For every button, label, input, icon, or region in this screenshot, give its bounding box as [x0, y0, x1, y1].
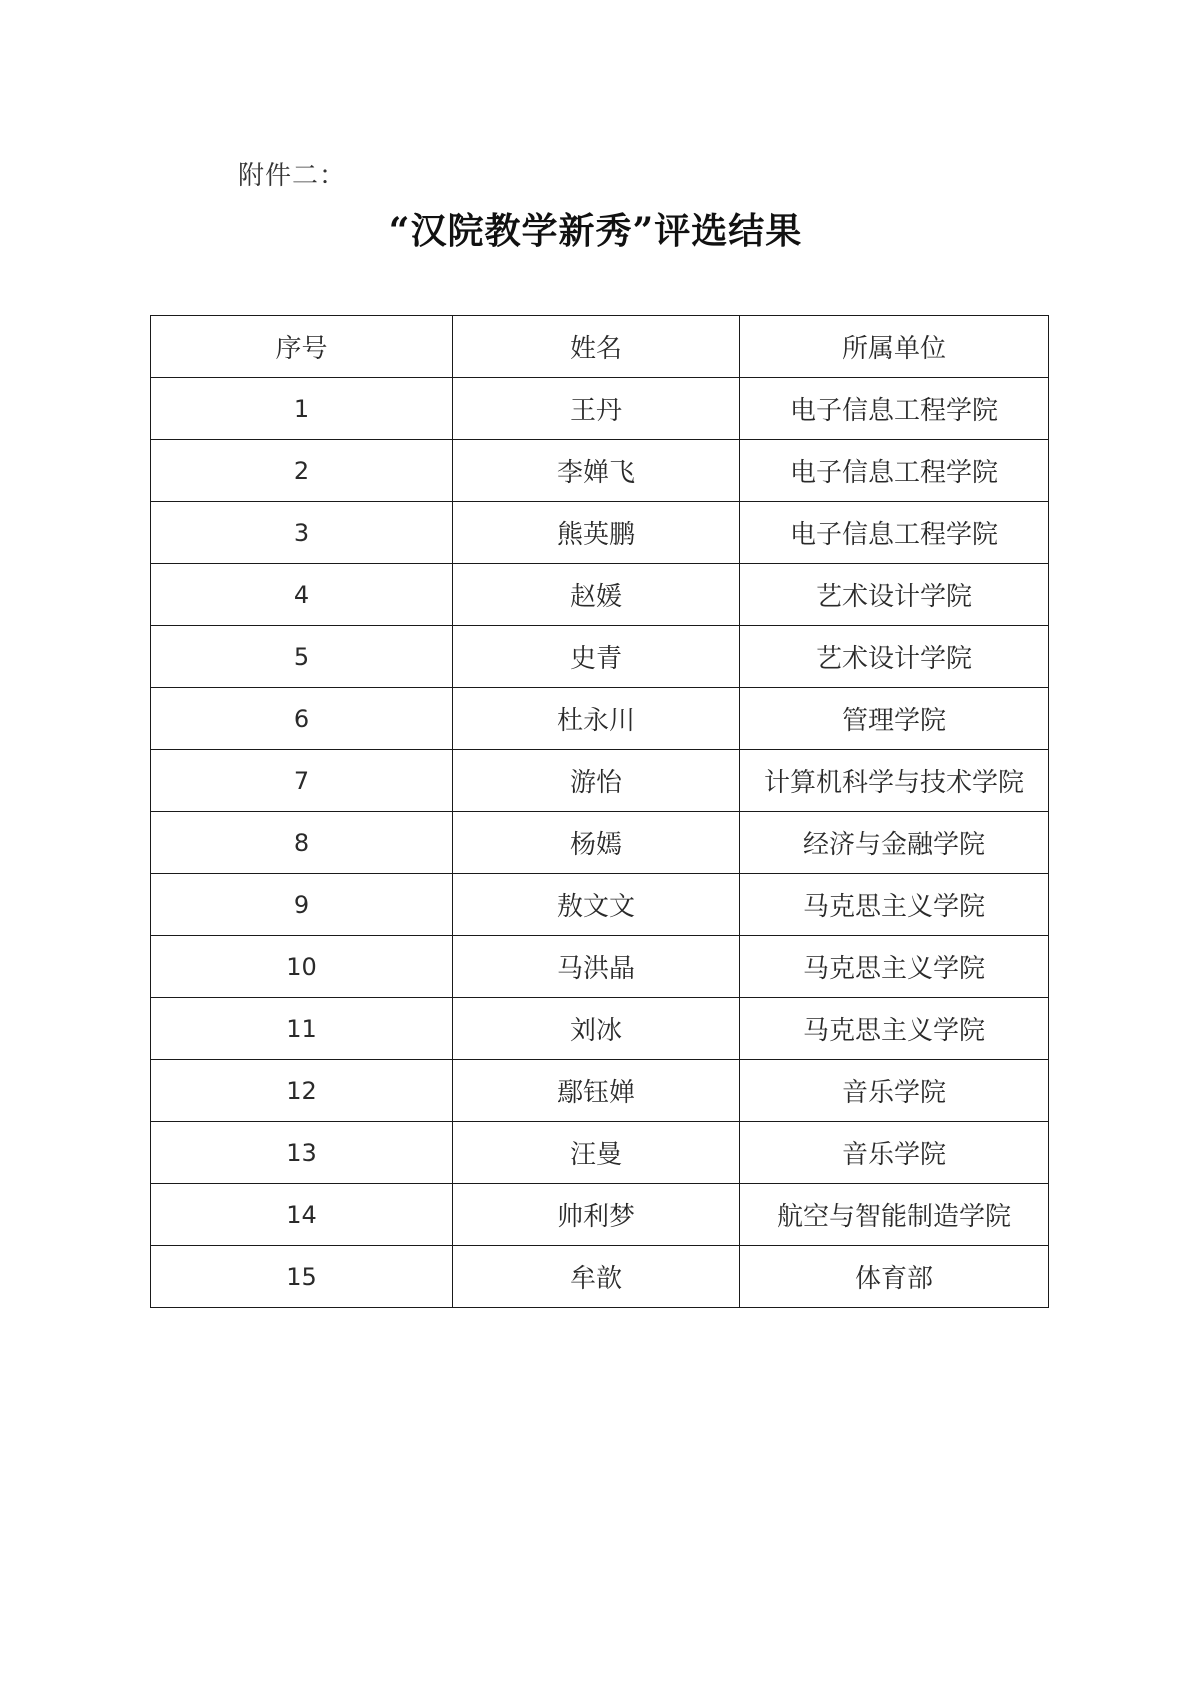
cell-department: 航空与智能制造学院: [740, 1184, 1049, 1246]
table-row: [151, 1246, 1049, 1308]
cell-serial-number: 1: [151, 378, 453, 440]
cell-department: 马克思主义学院: [740, 998, 1049, 1060]
cell-serial-number: 9: [151, 874, 453, 936]
cell-department: 体育部: [740, 1246, 1049, 1308]
cell-serial-number: 5: [151, 626, 453, 688]
cell-name: 赵媛: [453, 564, 740, 626]
table-header-row: [151, 316, 1049, 378]
cell-department: 电子信息工程学院: [740, 502, 1049, 564]
table-row: [151, 1184, 1049, 1246]
cell-name: 牟歆: [453, 1246, 740, 1308]
cell-serial-number: 11: [151, 998, 453, 1060]
cell-serial-number: 7: [151, 750, 453, 812]
table-row: [151, 936, 1049, 998]
table-row: [151, 1122, 1049, 1184]
cell-name: 杨嫣: [453, 812, 740, 874]
cell-name: 刘冰: [453, 998, 740, 1060]
table-row: [151, 750, 1049, 812]
table-row: [151, 440, 1049, 502]
cell-name: 游怡: [453, 750, 740, 812]
table-row: [151, 998, 1049, 1060]
cell-department: 艺术设计学院: [740, 626, 1049, 688]
cell-name: 帅利梦: [453, 1184, 740, 1246]
table-row: [151, 564, 1049, 626]
header-name: 姓名: [453, 316, 740, 378]
cell-name: 王丹: [453, 378, 740, 440]
table-body: [151, 378, 1049, 1308]
document-title: “汉院教学新秀”评选结果: [388, 210, 803, 252]
cell-department: 电子信息工程学院: [740, 378, 1049, 440]
cell-name: 鄢钰婵: [453, 1060, 740, 1122]
cell-department: 艺术设计学院: [740, 564, 1049, 626]
table-row: [151, 1060, 1049, 1122]
cell-serial-number: 4: [151, 564, 453, 626]
header-serial-number: 序号: [151, 316, 453, 378]
cell-name: 杜永川: [453, 688, 740, 750]
header-department: 所属单位: [740, 316, 1049, 378]
cell-name: 汪曼: [453, 1122, 740, 1184]
cell-name: 熊英鹏: [453, 502, 740, 564]
attachment-label: 附件二：: [238, 161, 347, 191]
cell-serial-number: 2: [151, 440, 453, 502]
cell-serial-number: 15: [151, 1246, 453, 1308]
cell-serial-number: 3: [151, 502, 453, 564]
table-row: [151, 626, 1049, 688]
cell-serial-number: 14: [151, 1184, 453, 1246]
table-row: [151, 874, 1049, 936]
cell-name: 敖文文: [453, 874, 740, 936]
table-row: [151, 378, 1049, 440]
cell-name: 李婵飞: [453, 440, 740, 502]
cell-name: 史青: [453, 626, 740, 688]
cell-serial-number: 8: [151, 812, 453, 874]
cell-department: 音乐学院: [740, 1060, 1049, 1122]
cell-serial-number: 13: [151, 1122, 453, 1184]
results-table: [150, 315, 1049, 1308]
cell-department: 计算机科学与技术学院: [740, 750, 1049, 812]
cell-department: 音乐学院: [740, 1122, 1049, 1184]
table-row: [151, 688, 1049, 750]
cell-department: 管理学院: [740, 688, 1049, 750]
table-row: [151, 812, 1049, 874]
cell-department: 马克思主义学院: [740, 936, 1049, 998]
table-row: [151, 502, 1049, 564]
cell-department: 经济与金融学院: [740, 812, 1049, 874]
cell-name: 马洪晶: [453, 936, 740, 998]
cell-department: 马克思主义学院: [740, 874, 1049, 936]
cell-serial-number: 12: [151, 1060, 453, 1122]
cell-department: 电子信息工程学院: [740, 440, 1049, 502]
cell-serial-number: 10: [151, 936, 453, 998]
cell-serial-number: 6: [151, 688, 453, 750]
